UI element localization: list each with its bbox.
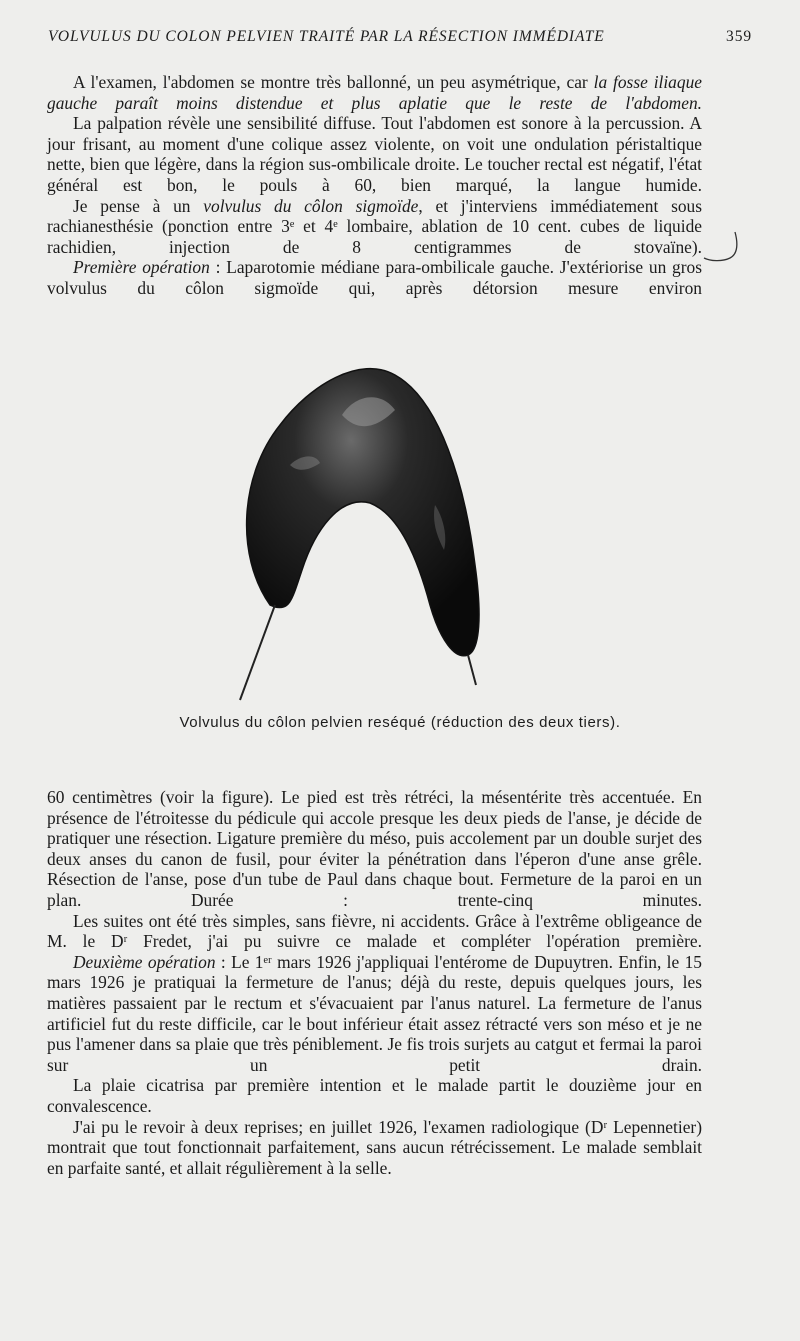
drain-tube [240, 605, 275, 700]
italic-text: la fosse iliaque gauche paraît moins distendue et plus aplatie que le reste de l'abdomen. [47, 72, 702, 113]
margin-annotation-mark [700, 228, 745, 268]
text-block-bottom [47, 787, 702, 1178]
paragraph-healing: La plaie cicatrisa par première intention et le malade partit le douzième jour en convalescence. [47, 1075, 702, 1116]
paragraph-resection: 60 centimètres (voir la figure). Le pied est très rétréci, la mésentérite très accentuée. En présence de l'étroitesse du pédicule qui accole presque les deux pieds de l'anse, je décide de pratiquer une résection. Ligature première du méso, puis accolement par un double surjet des deux anses du canon de fusil, pour éviter la pénétration dans l'éperon d'une anse grêle. Résection de l'anse, pose d'un tube de Paul dans chaque bout. Fermeture de la paroi en un plan. Durée : trente-cinq minutes. [47, 787, 702, 910]
italic-heading: Première opération [73, 257, 210, 278]
paragraph-exam [47, 72, 702, 113]
italic-text: volvulus du côlon sigmoïde [203, 195, 419, 216]
running-title: VOLVULUS DU COLON PELVIEN TRAITÉ PAR LA RÉSECTION IMMÉDIATE [48, 28, 605, 45]
figure-caption: Volvulus du côlon pelvien reséqué (réduction des deux tiers). [179, 714, 621, 731]
drain-tube [468, 655, 476, 685]
paragraph-text: A l'examen, l'abdomen se montre très ballonné, un peu asymétrique, car [73, 72, 594, 92]
paragraph-text: : Laparotomie médiane para-ombilicale gauche. J'extériorise un gros volvulus du côlon sigmoïde qui, après détorsion mesure environ [47, 257, 702, 298]
paragraph-diagnosis [47, 196, 702, 258]
paragraph-text: Je pense à un [73, 195, 204, 216]
italic-heading: Deuxième opération [73, 951, 216, 972]
volvulus-specimen-photo [230, 355, 490, 705]
paragraph-first-operation [47, 257, 702, 298]
running-header [48, 28, 752, 50]
page-number: 359 [726, 28, 752, 45]
text-block-top [47, 72, 702, 299]
paragraph-outcome: J'ai pu le revoir à deux reprises; en juillet 1926, l'examen radiologique (Dʳ Lepennetier) montrait que tout fonctionnait parfaitement, sans aucun rétrécissement. Le malade semblait en parfaite santé, et allait régulièrement à la selle. [47, 1116, 702, 1178]
paragraph-text: , et j'interviens immédiatement sous rachianesthésie (ponction entre 3ᵉ et 4ᵉ lombaire, ablation de 10 cent. cubes de liquide rachidien, injection de 8 centigrammes de stovaïne). [47, 195, 702, 257]
paragraph-palpation: La palpation révèle une sensibilité diffuse. Tout l'abdomen est sonore à la percussion. A jour frisant, au moment d'une colique assez violente, on voit une ondulation péristaltique nette, bien que légère, dans la région sus-ombilicale droite. Le toucher rectal est négatif, l'état général est bon, le pouls à 60, bien marqué, la langue humide. [47, 113, 702, 195]
paragraph-text: : Le 1ᵉʳ mars 1926 j'appliquai l'entérome de Dupuytren. Enfin, le 15 mars 1926 je pratiquai la fermeture de l'anus; déjà du reste, depuis quelques jours, les matières passaient par le rectum et s'évacuaient par l'anus naturel. La fermeture de l'anus artificiel fut du reste difficile, car le bout inférieur était assez rétracté vers son méso et je ne pus l'amener dans sa plaie que très péniblement. Je fis trois surjets au catgut et fermai la paroi sur un petit drain. [47, 951, 702, 1075]
paragraph-second-operation [47, 952, 702, 1076]
paragraph-follow-up: Les suites ont été très simples, sans fièvre, ni accidents. Grâce à l'extrême obligeance de M. le Dʳ Fredet, j'ai pu suivre ce malade et compléter l'opération première. [47, 910, 702, 952]
